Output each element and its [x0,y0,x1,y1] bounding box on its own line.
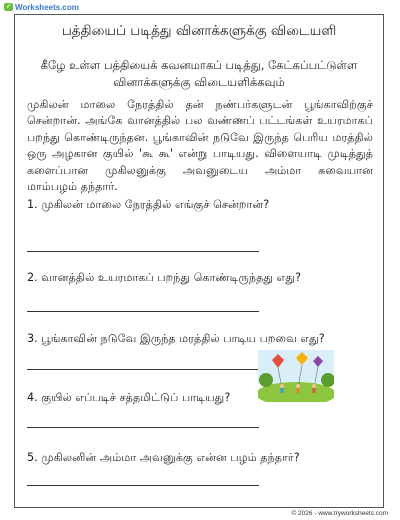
answer-line-4[interactable] [27,427,259,428]
instructions: கீழே உள்ள பத்தியைக் கவனமாகப் படித்து, கேட்கப்பட்டுள்ள வினாக்களுக்கு விடையளிக்கவும் [40,58,358,89]
question-2: 2. வானத்தில் உயரமாகப் பறந்து கொண்டிருந்தது எது? [27,271,302,284]
child-icon [312,384,316,388]
child-icon [296,384,300,388]
kite-park-illustration [258,350,334,402]
child-icon [280,384,284,388]
answer-line-5[interactable] [27,485,259,486]
answer-line-1[interactable] [27,251,259,252]
question-5: 5. முகிலனின் அம்மா அவனுக்கு என்ன பழம் தந்தார்? [27,451,300,464]
logo-icon: ✓ [5,4,12,10]
answer-line-2[interactable] [27,311,259,312]
reading-passage: முகிலன் மாலை நேரத்தில் தன் நண்பர்களுடன் பூங்காவிற்குச் சென்றான். அங்கே வானத்தில் பல வண்ணப் பட்டங்கள் உயரமாகப் பறந்து கொண்டிருந்தன. பூங்காவின் நடுவே இருந்த பெரிய மரத்தில் ஒரு அழகான குயில் 'கூ கூ' என்று பாடியது. விளையாடி முடித்துத் களைப்பான முகிலனுக்கு அவனுடைய அம்மா சுவையான மாம்பழம் தந்தார். [27,98,373,194]
worksheet-title: பத்தியைப் படித்து வினாக்களுக்கு விடையளி [61,23,337,39]
question-1: 1. முகிலன் மாலை நேரத்தில் எங்குச் சென்றான்? [27,198,270,211]
question-4: 4. குயில் எப்படிச் சத்தமிட்டுப் பாடியது? [27,391,231,404]
bush-icon [259,373,273,387]
copyright-footer: © 2026 - www.tryworksheets.com [291,510,388,517]
logo-text: Worksheets.com [15,2,79,12]
site-logo [4,2,79,12]
worksheet-page [14,14,384,508]
question-3: 3. பூங்காவின் நடுவே இருந்த மரத்தில் பாடிய பறவை எது? [27,332,325,345]
answer-line-3[interactable] [27,369,259,370]
